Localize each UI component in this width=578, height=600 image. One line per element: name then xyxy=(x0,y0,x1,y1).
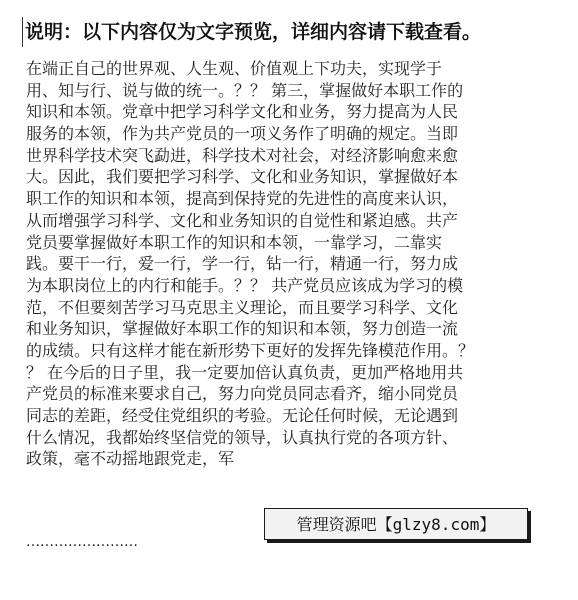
body-line: 同志的差距，经受住党组织的考验。无论任何时候，无论遇到 xyxy=(26,406,459,425)
body-line: 践。要干一行，爱一行，学一行，钻一行，精通一行，努力成 xyxy=(26,254,459,274)
body-line: 产党员的标准来要求自己，努力向党员同志看齐，缩小同党员 xyxy=(26,384,459,404)
body-line: ？ 在今后的日子里，我一定要加倍认真负责，更加严格地用共 xyxy=(26,362,464,382)
body-line: 世界科学技术突飞勐进，科学技术对社会，对经济影响愈来愈 xyxy=(26,145,459,165)
body-line: 政策，毫不动摇地跟党走，军 xyxy=(26,449,235,469)
body-line: 范，不但要刻苦学习马克思主义理论，而且要学习科学、文化 xyxy=(26,297,459,317)
body-line: 和业务知识，掌握做好本职工作的知识和本领，努力创造一流 xyxy=(26,319,459,339)
body-line: 的成绩。只有这样才能在新形势下更好的发挥先锋模范作用。？ xyxy=(26,340,475,360)
body-line: 大。因此，我们要把学习科学、文化和业务知识，掌握做好本 xyxy=(26,167,459,187)
watermark-badge: 管理资源吧【glzy8.com】 xyxy=(264,508,528,540)
body-line: 什么情况，我都始终坚信党的领导，认真执行党的各项方针、 xyxy=(26,427,459,447)
body-line: 职工作的知识和本领，提高到保持党的先进性的高度来认识， xyxy=(26,189,459,209)
body-line: 知识和本领。党章中把学习科学文化和业务，努力提高为人民 xyxy=(26,102,459,122)
body-line: 为本职岗位上的内行和能手。？？ 共产党员应该成为学习的模 xyxy=(26,275,464,295)
body-line: 在端正自己的世界观、人生观、价值观上下功夫，实现学于 xyxy=(26,59,443,78)
body-line: 服务的本领，作为共产党员的一项义务作了明确的规定。当即 xyxy=(26,124,459,144)
preview-notice: 说明：以下内容仅为文字预览，详细内容请下载查看。 xyxy=(22,17,572,47)
body-line: 党员要掌握做好本职工作的知识和本领，一靠学习，二靠实 xyxy=(26,232,443,252)
body-line: 从而增强学习科学、文化和业务知识的自觉性和紧迫感。共产 xyxy=(26,210,459,230)
document-body xyxy=(26,58,554,470)
ellipsis-continuation: …………………… xyxy=(26,534,138,550)
body-line: 用、知与行、说与做的统一。？？ 第三，掌握做好本职工作的 xyxy=(26,80,464,100)
